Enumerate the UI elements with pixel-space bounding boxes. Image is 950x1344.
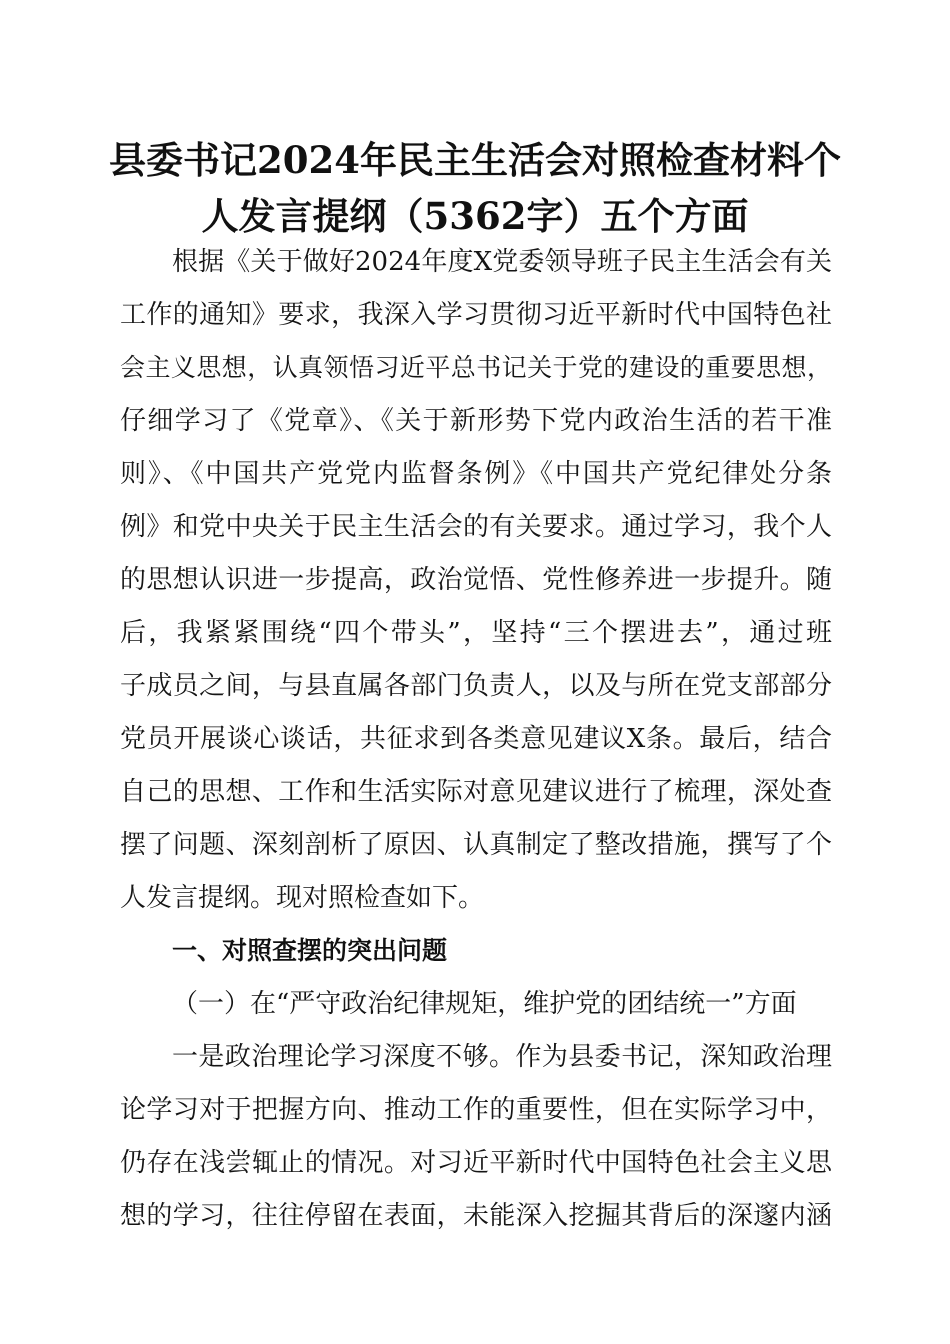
document-title-line-2: 人发言提纲（5362字）五个方面 (201, 194, 749, 238)
intro-line: 仔细学习了《党章》、《关于新形势下党内政治生活的若干准 (120, 406, 832, 436)
body-line: 一是政治理论学习深度不够。作为县委书记，深知政治理 (172, 1042, 832, 1072)
body-line: 仍存在浅尝辄止的情况。对习近平新时代中国特色社会主义思 (120, 1148, 832, 1178)
intro-line: 党员开展谈心谈话，共征求到各类意见建议X条。最后，结合 (120, 724, 832, 754)
section-heading: 一、对照查摆的突出问题 (172, 936, 448, 965)
intro-line: 子成员之间，与县直属各部门负责人，以及与所在党支部部分 (120, 671, 832, 701)
intro-line: 例》和党中央关于民主生活会的有关要求。通过学习，我个人 (120, 512, 832, 542)
intro-line: 会主义思想，认真领悟习近平总书记关于党的建设的重要思想， (120, 353, 832, 382)
intro-line: 根据《关于做好2024年度X党委领导班子民主生活会有关 (172, 247, 832, 277)
subsection-heading: （一）在“严守政治纪律规矩，维护党的团结统一”方面 (172, 989, 797, 1019)
intro-line: 人发言提纲。现对照检查如下。 (120, 883, 485, 913)
intro-line: 摆了问题、深刻剖析了原因、认真制定了整改措施，撰写了个 (120, 830, 832, 860)
body-line: 想的学习，往往停留在表面，未能深入挖掘其背后的深邃内涵 (120, 1201, 832, 1231)
intro-line: 的思想认识进一步提高，政治觉悟、党性修养进一步提升。随 (120, 565, 832, 595)
intro-line: 则》、《中国共产党党内监督条例》《中国共产党纪律处分条 (120, 459, 832, 489)
body-line: 论学习对于把握方向、推动工作的重要性，但在实际学习中， (120, 1095, 832, 1125)
document-title-line-1: 县委书记2024年民主生活会对照检查材料个 (109, 138, 841, 182)
intro-line: 工作的通知》要求，我深入学习贯彻习近平新时代中国特色社 (120, 300, 832, 330)
intro-line: 后，我紧紧围绕“四个带头”，坚持“三个摆进去”，通过班 (120, 618, 832, 648)
intro-line: 自己的思想、工作和生活实际对意见建议进行了梳理，深处查 (120, 777, 832, 807)
